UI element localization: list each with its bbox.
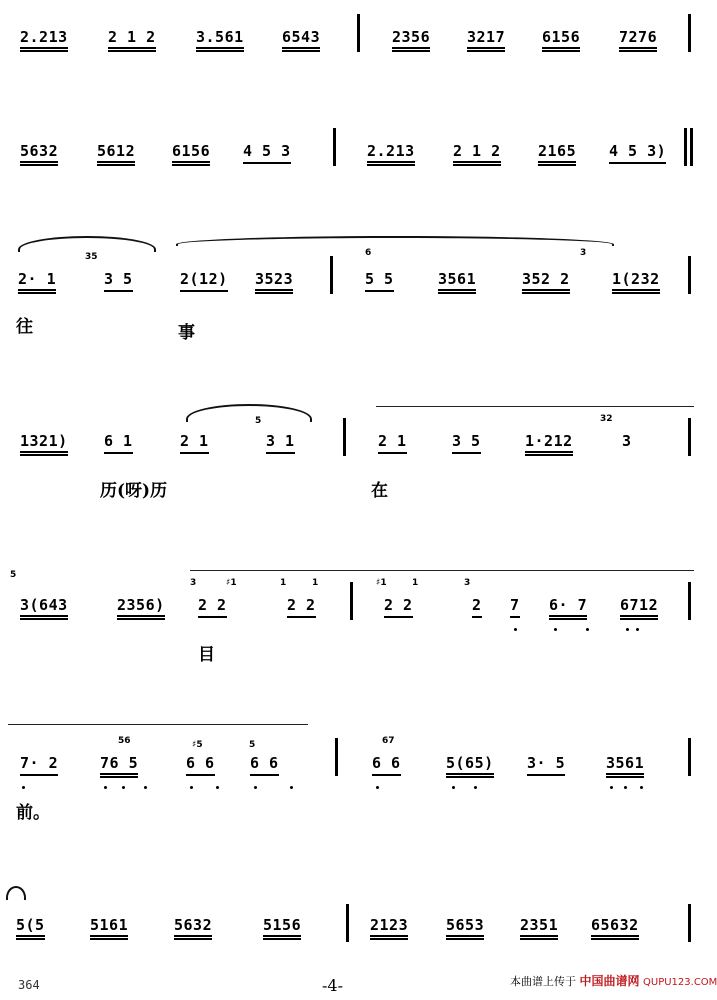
lyric: 前。 [16,803,50,823]
low-octave-dot [640,786,643,789]
bar-line [688,582,691,620]
beat: 5(65) [446,754,494,778]
low-octave-dot [624,786,627,789]
bar-line [688,418,691,456]
beat: 5612 [97,142,135,166]
beat: 2 1 2 [108,28,156,52]
beat: 6712 [620,596,658,620]
bar-line [335,738,338,776]
beat: 2 1 [180,432,209,454]
beat: 5161 [90,916,128,940]
low-octave-dot [122,786,125,789]
low-octave-dot [554,628,557,631]
beat: 2 2 [287,596,316,618]
low-octave-dot [22,786,25,789]
beat: 5156 [263,916,301,940]
beat: 2 2 [384,596,413,618]
lyric: 往 [16,317,33,337]
beat: 2.213 [20,28,68,52]
bar-line [343,418,346,456]
grace-note: 32 [600,414,613,424]
beat: 2.213 [367,142,415,166]
grace-note: ♯5 [192,740,203,750]
site-logo[interactable]: 中国曲谱网 [579,974,640,988]
bar-line [684,128,687,166]
beat: 2123 [370,916,408,940]
credit-prefix: 本曲谱上传于 [510,975,576,988]
page-number: -4- [322,976,343,995]
beat: 5632 [174,916,212,940]
beat: 1321) [20,432,68,456]
beat: 2165 [538,142,576,166]
low-octave-dot [452,786,455,789]
beat: 6543 [282,28,320,52]
low-octave-dot [254,786,257,789]
beat: 5653 [446,916,484,940]
phrase-line [8,724,308,725]
beat: 3523 [255,270,293,294]
low-octave-dot [636,628,639,631]
beat: 4 5 3) [609,142,666,164]
beat: 6 6 [250,754,279,776]
beat: 3 5 [104,270,133,292]
bar-line [346,904,349,942]
beat: 4 5 3 [243,142,291,164]
beat: 6 6 [372,754,401,776]
beat: 3 [622,432,632,450]
beat: 5632 [20,142,58,166]
beat: 65632 [591,916,639,940]
beat: 6· 7 [549,596,587,620]
beat: 3561 [438,270,476,294]
beat: 3 1 [266,432,295,454]
bar-line [688,738,691,776]
low-octave-dot [190,786,193,789]
beat: 2356 [392,28,430,52]
beat: 3561 [606,754,644,778]
grace-note: 5 [249,740,256,750]
bar-line [333,128,336,166]
bar-line [688,14,691,52]
beat: 76 5 [100,754,138,778]
grace-note: 67 [382,736,395,746]
staff-row-1 [0,10,700,130]
slur [186,404,312,422]
grace-note: 5 [255,416,262,426]
grace-note: 6 [365,248,372,258]
beat: 2 1 2 [453,142,501,166]
low-octave-dot [626,628,629,631]
beat: 7 [510,596,520,618]
beat: 1(232 [612,270,660,294]
beat: 2 1 [378,432,407,454]
grace-note: 35 [85,252,98,262]
grace-note: ♯1 [376,578,387,588]
low-octave-dot [514,628,517,631]
beat: 2(12) [180,270,228,292]
grace-note: 1 [412,578,419,588]
grace-note: 1 [280,578,287,588]
beat: 7276 [619,28,657,52]
lyric: 目 [198,645,215,665]
beat: 2 [472,596,482,618]
slur [18,236,156,252]
staff-row-6 [0,712,700,832]
beat: 2· 1 [18,270,56,294]
beat: 2356) [117,596,165,620]
low-octave-dot [474,786,477,789]
beat: 5(5 [16,916,45,940]
grace-note: 5 [10,570,17,580]
lyric: 事 [178,323,195,343]
beat: 352 2 [522,270,570,294]
beat: 3217 [467,28,505,52]
grace-note: 3 [464,578,471,588]
bar-line [357,14,360,52]
beat: 6156 [172,142,210,166]
beat: 1·212 [525,432,573,456]
beat: 2 2 [198,596,227,618]
low-octave-dot [104,786,107,789]
beat: 5 5 [365,270,394,292]
grace-note: 3 [580,248,587,258]
site-domain[interactable]: QUPU123.COM [643,977,717,988]
low-octave-dot [290,786,293,789]
lyric: 在 [371,481,388,501]
slur [6,886,26,900]
staff-row-5 [0,560,700,680]
grace-note: 56 [118,736,131,746]
low-octave-dot [216,786,219,789]
staff-row-3 [0,230,700,350]
beat: 3· 5 [527,754,565,776]
grace-note: ♯1 [226,578,237,588]
low-octave-dot [610,786,613,789]
upload-credit [510,972,717,989]
bar-line [688,256,691,294]
lyric: 历(呀)历 [100,481,168,501]
beat: 2351 [520,916,558,940]
grace-note: 1 [312,578,319,588]
cut-off-fragment: 364 [18,978,40,992]
bar-line [350,582,353,620]
beat: 7· 2 [20,754,58,776]
bar-line [688,904,691,942]
low-octave-dot [586,628,589,631]
beat: 3.561 [196,28,244,52]
phrase-line [376,406,694,407]
beat: 6 1 [104,432,133,454]
bar-line [330,256,333,294]
staff-row-4 [0,400,700,520]
beat: 3 5 [452,432,481,454]
beat: 6 6 [186,754,215,776]
phrase-line [190,570,694,571]
beat: 3(643 [20,596,68,620]
low-octave-dot [144,786,147,789]
low-octave-dot [376,786,379,789]
bar-line [690,128,693,166]
beat: 6156 [542,28,580,52]
grace-note: 3 [190,578,197,588]
slur [176,236,614,246]
